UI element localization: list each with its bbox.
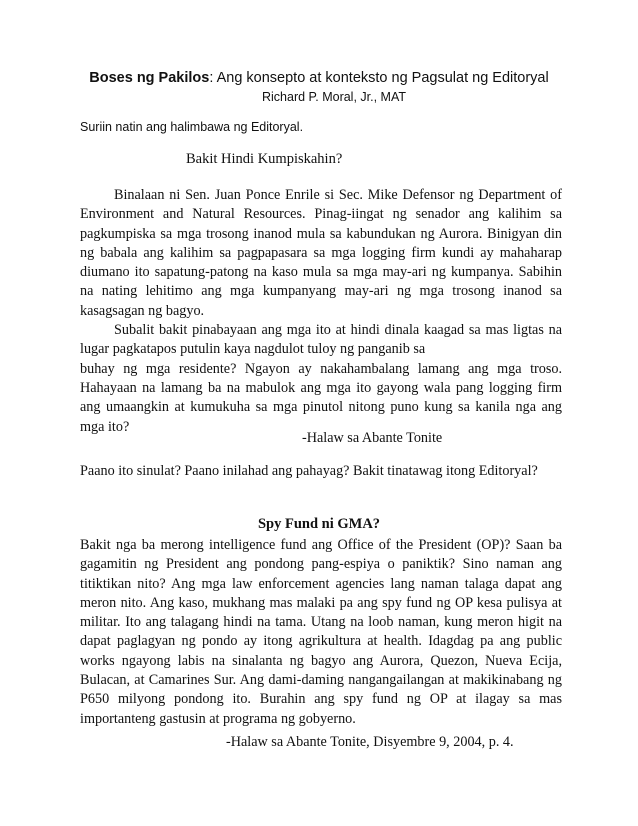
editorial2-source: -Halaw sa Abante Tonite, Disyembre 9, 2004, p. 4.: [226, 734, 514, 750]
editorial1-paragraph1: Binalaan ni Sen. Juan Ponce Enrile si Sec. Mike Defensor ng Department of Environment and Natural Resources. Pinag-iingat ng senador ang kalihim sa pagkumpiska sa mga trosong inanod mula sa kabundukan ng Aurora. Binigyan din ng babala ang kalihim sa pagpapasara sa mga logging firm kundi ay mahaharap diumano ito sapatung-patong na kaso mula sa mga may-ari ng kumpanya. Sabihin na nating lehitimo ang mga kumpanyang may-ari ng mga trosong inanod sa kasagsagan ng bagyo.: [80, 187, 562, 319]
editorial1-paragraph2-rest: buhay ng mga residente? Ngayon ay nakahambalang lamang ang mga troso. Hahayaan na lamang ba na mabulok ang mga ito gayong wala pang logging firm ang umaangkin at kumukuha sa mga pinutol nitong puno kung sa kanila nga ang mga ito?: [80, 360, 562, 435]
author-line: Richard P. Moral, Jr., MAT: [261, 90, 407, 104]
instruction-text: Suriin natin ang halimbawa ng Editoryal.: [80, 120, 304, 134]
editorial2-paragraph: Bakit nga ba merong intelligence fund ang Office of the President (OP)? Saan ba gagamitin ng President ang pondong pang-espiya o paniktik? Sino naman ang titiktikan nito? Ang mga law enforcement agencies lang naman talaga dapat ang meron nito. Ang kaso, mukhang mas malaki pa ang spy fund ng OP kesa pulisya at militar. Ito ang talagang hindi na tama. Utang na loob naman, kung meron higit na dapat paglagyan ng pondo ay itong agrikultura at health. Idagdag pa ang public works ngayong labis na sinalanta ng bagyo ang Aurora, Quezon, Nueva Ecija, Bulacan, at Camarines Sur. Ang dami-daming nangangailangan at makikinabang ng P650 milyong pondong ito. Burahin ang spy fund ng OP at ilagay sa mas importanteng gastusin at programa ng gobyerno.: [80, 537, 562, 727]
editorial1-body: [80, 186, 562, 437]
header-title-bold: Boses ng Pakilos: [89, 70, 210, 86]
editorial1-paragraph2-line1: Subalit bakit pinabayaan ang mga ito at hindi dinala kaagad sa mas ligtas na lugar pagkatapos putulin kaya nagdulot tuloy ng panganib sa: [80, 322, 562, 358]
editorial2-title: Spy Fund ni GMA?: [257, 516, 381, 532]
editorial2-body: [80, 536, 562, 729]
document-header-title: [0, 70, 638, 86]
discussion-questions: [80, 462, 562, 481]
editorial1-source: -Halaw sa Abante Tonite: [302, 430, 443, 446]
editorial1-title: Bakit Hindi Kumpiskahin?: [186, 151, 343, 167]
header-title-rest: : Ang konsepto at konteksto ng Pagsulat ng Editoryal: [209, 70, 549, 86]
questions-text: Paano ito sinulat? Paano inilahad ang pahayag? Bakit tinatawag itong Editoryal?: [80, 463, 538, 479]
